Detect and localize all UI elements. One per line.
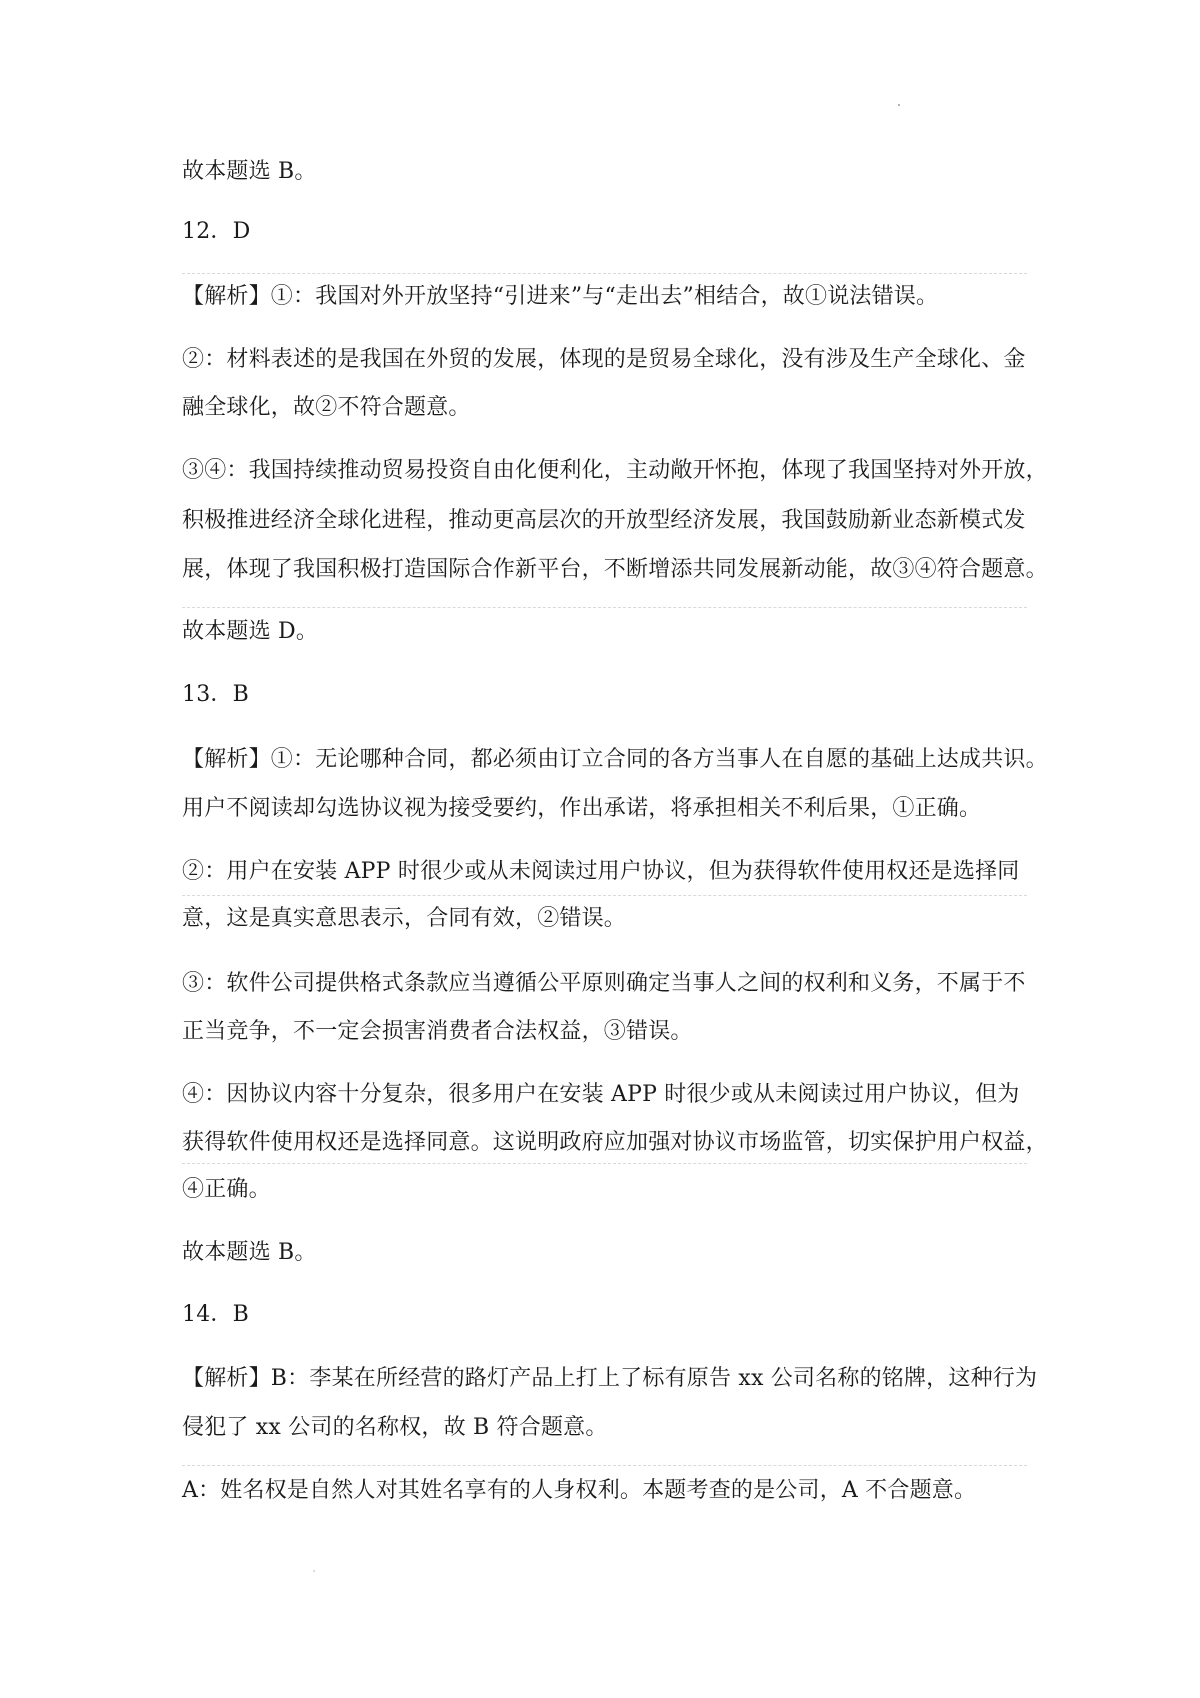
analysis-line: ②：用户在安装 APP 时很少或从未阅读过用户协议，但为获得软件使用权还是选择同 [182, 859, 1020, 884]
answer-conclusion: 故本题选 D。 [182, 619, 319, 644]
answer-conclusion: 故本题选 B。 [182, 1240, 317, 1265]
question-answer: 14．B [182, 1302, 249, 1327]
analysis-line: A：姓名权是自然人对其姓名享有的人身权利。本题考查的是公司，A 不合题意。 [182, 1478, 977, 1503]
analysis-line: ④正确。 [182, 1177, 271, 1202]
dashed-divider [182, 607, 1027, 608]
analysis-line: 融全球化，故②不符合题意。 [182, 395, 471, 420]
question-answer: 12．D [182, 219, 251, 244]
analysis-line: 【解析】①：无论哪种合同，都必须由订立合同的各方当事人在自愿的基础上达成共识。 [182, 747, 1048, 772]
analysis-line: 积极推进经济全球化进程，推动更高层次的开放型经济发展，我国鼓励新业态新模式发 [182, 508, 1026, 533]
analysis-line: 【解析】B：李某在所经营的路灯产品上打上了标有原告 xx 公司名称的铭牌，这种行为 [182, 1366, 1038, 1391]
dashed-divider [182, 895, 1027, 896]
analysis-line: 展，体现了我国积极打造国际合作新平台，不断增添共同发展新动能，故③④符合题意。 [182, 557, 1048, 582]
dashed-divider [182, 1163, 1027, 1164]
analysis-line: 【解析】①：我国对外开放坚持“引进来”与“走出去”相结合，故①说法错误。 [182, 284, 939, 309]
analysis-line: ③④：我国持续推动贸易投资自由化便利化，主动敞开怀抱，体现了我国坚持对外开放， [182, 458, 1048, 483]
analysis-line: ③：软件公司提供格式条款应当遵循公平原则确定当事人之间的权利和义务，不属于不 [182, 971, 1026, 996]
analysis-line: 正当竞争，不一定会损害消费者合法权益，③错误。 [182, 1019, 693, 1044]
answer-conclusion: 故本题选 B。 [182, 159, 317, 184]
analysis-line: ④：因协议内容十分复杂，很多用户在安装 APP 时很少或从未阅读过用户协议，但为 [182, 1082, 1020, 1107]
dashed-divider [182, 1465, 1027, 1466]
scan-speck [898, 104, 900, 106]
dashed-divider [182, 273, 1027, 274]
analysis-line: 获得软件使用权还是选择同意。这说明政府应加强对协议市场监管，切实保护用户权益， [182, 1130, 1048, 1155]
question-answer: 13．B [182, 682, 249, 707]
analysis-line: 意，这是真实意思表示，合同有效，②错误。 [182, 906, 627, 931]
analysis-line: 用户不阅读却勾选协议视为接受要约，作出承诺，将承担相关不利后果，①正确。 [182, 796, 982, 821]
analysis-line: 侵犯了 xx 公司的名称权，故 B 符合题意。 [182, 1415, 608, 1440]
analysis-line: ②：材料表述的是我国在外贸的发展，体现的是贸易全球化，没有涉及生产全球化、金 [182, 347, 1026, 372]
scan-speck [313, 1570, 315, 1572]
